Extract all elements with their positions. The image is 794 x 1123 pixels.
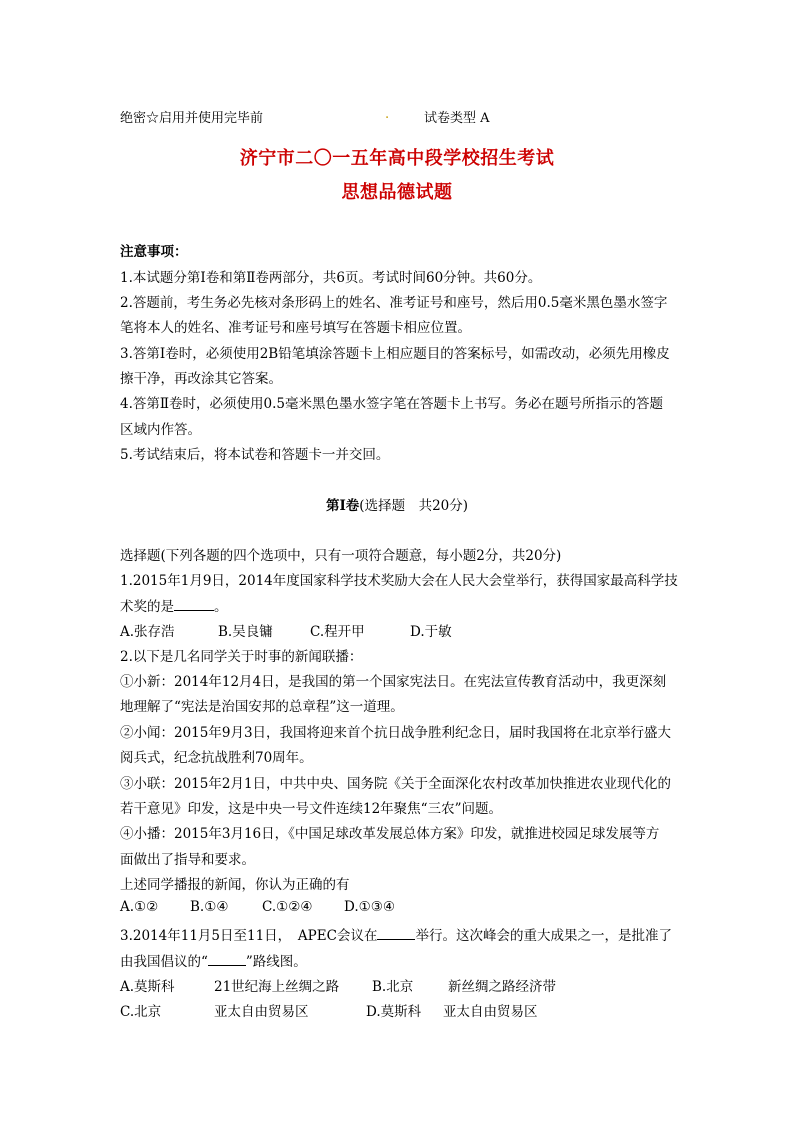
q2-item4-line1: ④小播：2015年3月16日，《中国足球改革发展总体方案》印发，就推进校园足球发展等方	[120, 826, 660, 842]
q2-item4-line2: 面做出了指导和要求。	[120, 852, 255, 868]
answer-blank	[208, 953, 246, 966]
q3-line2-b: ”路线图。	[245, 954, 307, 970]
answer-blank	[174, 598, 214, 611]
q1-line2-text: 术奖的是	[120, 599, 174, 615]
q3-option-b-text: 新丝绸之路经济带	[448, 979, 556, 995]
choice-instruction: 选择题(下列各题的四个选项中，只有一项符合题意，每小题2分，共20分)	[120, 548, 562, 564]
q1-option-d: D.于敏	[410, 624, 452, 640]
note-line: 1.本试题分第Ⅰ卷和第Ⅱ卷两部分，共6页。考试时间60分钟。共60分。	[120, 270, 542, 286]
q2-item3-line2: 若干意见》印发，这是中央一号文件连续12年聚焦“三农”问题。	[120, 801, 502, 817]
notes-heading: 注意事项：	[120, 244, 188, 260]
section-title	[0, 494, 794, 514]
q2-item1-line2: 地理解了“宪法是治国安邦的总章程”这一道理。	[120, 699, 404, 715]
q2-item3-line1: ③小联：2015年2月1日，中共中央、国务院《关于全面深化农村改革加快推进农业现代化的	[120, 776, 672, 792]
q3-option-a-text: 21世纪海上丝绸之路	[214, 979, 340, 995]
q2-option-b: B.①④	[190, 899, 229, 915]
q3-line2	[120, 950, 307, 970]
q3-line1-b: 举行。这次峰会的重大成果之一，是批准了	[415, 928, 672, 944]
q2-item1-line1: ①小新：2014年12月4日，是我国的第一个国家宪法日。在宪法宣传教育活动中，我更深刻	[120, 674, 667, 690]
q2-ask: 上述同学播报的新闻，你认为正确的有	[120, 877, 350, 893]
q3-option-d-text: 亚太自由贸易区	[443, 1004, 538, 1020]
exam-title: 济宁市二〇一五年高中段学校招生考试	[239, 148, 555, 169]
q3-option-c-text: 亚太自由贸易区	[214, 1004, 309, 1020]
q3-option-c: C.北京	[120, 1004, 162, 1020]
q3-line1-a: 3.2014年11月5日至11日， APEC会议在	[120, 928, 378, 944]
q1-option-c: C.程开甲	[310, 624, 365, 640]
confidential-label: 绝密☆启用并使用完毕前	[120, 111, 264, 126]
q1-option-b: B.吴良镛	[218, 624, 273, 640]
note-line: 笔将本人的姓名、准考证号和座号填写在答题卡相应位置。	[120, 320, 471, 336]
decorative-dot: .	[385, 107, 390, 122]
q1-line2-end: 。	[214, 599, 228, 615]
section-title-rest: (选择题 共20分)	[359, 498, 469, 514]
note-line: 5.考试结束后，将本试卷和答题卡一并交回。	[120, 447, 390, 463]
note-line: 2.答题前，考生务必先核对条形码上的姓名、准考证号和座号，然后用0.5毫米黑色墨水签字	[120, 295, 668, 311]
paper-type-label: 试卷类型 A	[424, 111, 490, 126]
q2-item2-line1: ②小闻：2015年9月3日，我国将迎来首个抗日战争胜利纪念日，届时我国将在北京举行盛大	[120, 725, 672, 741]
note-line: 区域内作答。	[120, 422, 201, 438]
q1-line2	[120, 595, 228, 615]
q3-option-b: B.北京	[372, 979, 414, 995]
q3-line1	[120, 924, 672, 944]
q2-option-d: D.①③④	[344, 899, 395, 915]
q2-option-c: C.①②④	[262, 899, 313, 915]
q1-line1: 1.2015年1月9日，2014年度国家科学技术奖励大会在人民大会堂举行，获得国家最高科学技	[120, 573, 678, 589]
q1-option-a: A.张存浩	[120, 624, 175, 640]
note-line: 3.答第Ⅰ卷时，必须使用2B铅笔填涂答题卡上相应题目的答案标号，如需改动，必须先用橡皮	[120, 346, 670, 362]
subject-title: 思想品德试题	[341, 182, 453, 203]
note-line: 4.答第Ⅱ卷时，必须使用0.5毫米黑色墨水签字笔在答题卡上书写。务必在题号所指示的答题	[120, 396, 664, 412]
q2-option-a: A.①②	[120, 899, 159, 915]
q3-option-a: A.莫斯科	[120, 979, 175, 995]
q3-line2-a: 由我国倡议的“	[120, 954, 208, 970]
answer-blank	[377, 927, 415, 940]
note-line: 擦干净，再改涂其它答案。	[120, 371, 282, 387]
q2-item2-line2: 阅兵式，纪念抗战胜利70周年。	[120, 750, 313, 766]
section-title-bold: 第Ⅰ卷	[325, 498, 360, 514]
q2-stem: 2.以下是几名同学关于时事的新闻联播：	[120, 649, 363, 665]
q3-option-d: D.莫斯科	[366, 1004, 422, 1020]
